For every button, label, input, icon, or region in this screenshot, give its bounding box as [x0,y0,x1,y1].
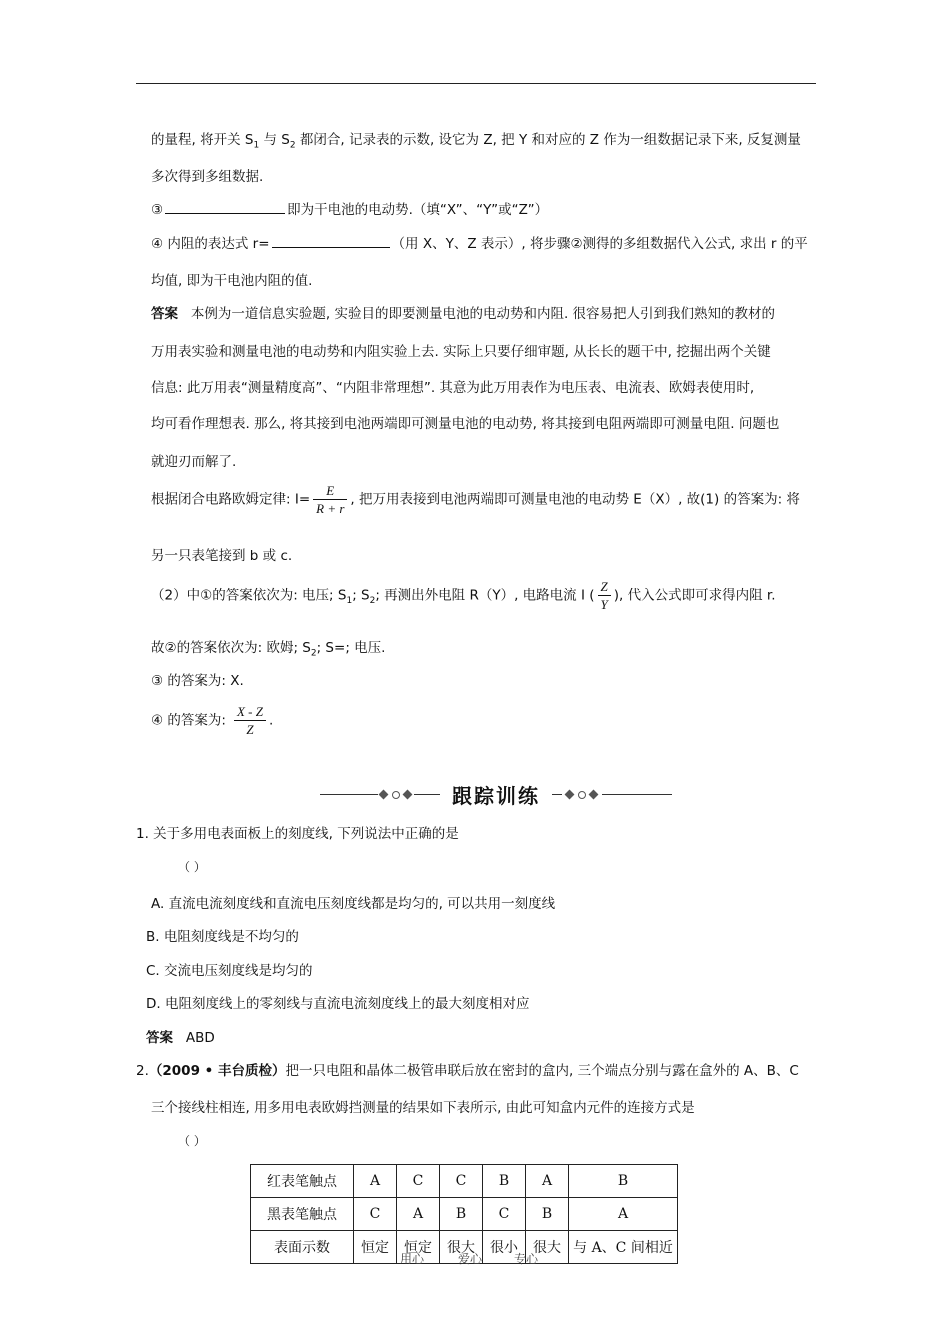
table-cell: B [440,1198,483,1231]
table-cell: C [440,1165,483,1198]
watermark-text: 用心 [400,1252,425,1266]
question-stem: 2.（2009 • 丰台质检）把一只电阻和晶体二极管串联后放在密封的盒内, 三个端点分别与露在盒外的 A、B、C [136,1063,799,1079]
section-heading [320,780,672,810]
formula-fraction: $\frac{X - Z}{Z}$ [234,703,266,738]
formula-fraction: $\frac{Z}{Y}$ [598,578,611,613]
table-cell: A [397,1198,440,1231]
table-cell: B [569,1165,678,1198]
table-cell: C [354,1198,397,1231]
table-cell: 很大 [440,1231,483,1264]
row-header: 黑表笔触点 [251,1198,354,1231]
paragraph-line: 万用表实验和测量电池的电动势和内阻实验上去. 实际上只要仔细审题, 从长长的题干中, 挖掘出两个关键 [151,344,771,360]
ornament-diamond-icon [589,790,599,800]
table-cell: A [526,1165,569,1198]
answer-line-3: ③ 的答案为: X. [151,673,244,689]
paragraph-line: 就迎刃而解了. [151,454,237,470]
answer-paragraph: 答案 本例为一道信息实验题, 实验目的即要测量电池的电动势和内阻. 很容易把人引到我们熟知的教材的 [151,306,776,322]
fill-blank-3: ③ 即为干电池的电动势.（填“X”、“Y”或“Z”） [151,202,549,218]
ornament-diamond-icon [565,790,575,800]
answer-line-2b: 故②的答案依次为: 欧姆; $S_2$; S=; 电压. [151,640,386,659]
answer-line: 答案 ABD [146,1030,215,1046]
watermark-text: 爱心 [458,1252,483,1266]
answer-line-4: ④ 的答案为: $\frac{X - Z}{Z}$ . [151,704,274,737]
table-cell: A [354,1165,397,1198]
ornament-diamond-icon [403,790,413,800]
ornament-dot-icon [392,791,400,799]
paragraph-line: 均可看作理想表. 那么, 将其接到电池两端即可测量电池的电动势, 将其接到电阻两端即可测量电阻. 问题也 [151,416,780,432]
table-cell: B [483,1165,526,1198]
question-source: （2009 • 丰台质检） [148,1063,286,1079]
answer-line-2: （2）中①的答案依次为: 电压; $S_1$; $S_2$; 再测出外电阻 R（Y）, 电路电流 I ( $\frac{Z}{Y}$ ), 代入公式即可求得内阻 r. [151,579,776,612]
section-title: 跟踪训练 [452,784,540,808]
paragraph-line: 信息: 此万用表“测量精度高”、“内阻非常理想”. 其意为此万用表作为电压表、电流表、欧姆表使用时, [151,380,755,396]
table-cell: 恒定 [354,1231,397,1264]
table-row [251,1198,678,1231]
table-cell: A [569,1198,678,1231]
question-stem-cont: 三个接线柱相连, 用多用电表欧姆挡测量的结果如下表所示, 由此可知盒内元件的连接方式是 [151,1100,695,1116]
answer-blank [165,201,285,214]
table-cell: 很大 [526,1231,569,1264]
ornament-dot-icon [578,791,586,799]
answer-paren: （ ） [178,1134,206,1148]
table-cell: C [397,1165,440,1198]
fill-blank-4: ④ 内阻的表达式 r= （用 X、Y、Z 表示）, 将步骤②测得的多组数据代入公式, 求出 r 的平 [151,236,808,252]
row-header: 表面示数 [251,1231,354,1264]
paragraph-line: 的量程, 将开关 $S_1$ 与 $S_2$ 都闭合, 记录表的示数, 设它为 Z, 把 Y 和对应的 Z 作为一组数据记录下来, 反复测量 [151,132,801,151]
paragraph-line: 多次得到多组数据. [151,169,264,185]
table-cell: 与 A、C 间相近 [569,1231,678,1264]
option-c: C. 交流电压刻度线是均匀的 [146,963,313,979]
table-cell: B [526,1198,569,1231]
row-header: 红表笔触点 [251,1165,354,1198]
measurement-table [250,1164,678,1264]
watermark-text: 专心 [514,1252,539,1266]
header-rule [136,83,816,84]
option-b: B. 电阻刻度线是不均匀的 [146,929,299,945]
answer-label: 答案 [151,306,178,322]
option-d: D. 电阻刻度线上的零刻线与直流电流刻度线上的最大刻度相对应 [146,996,530,1012]
option-a: A. 直流电流刻度线和直流电压刻度线都是均匀的, 可以共用一刻度线 [151,896,556,912]
table-cell: 很小 [483,1231,526,1264]
paragraph-line: 另一只表笔接到 b 或 c. [151,548,293,564]
answer-blank [272,235,390,248]
paragraph-line: 均值, 即为干电池内阻的值. [151,273,313,289]
question-stem: 1. 关于多用电表面板上的刻度线, 下列说法中正确的是 [136,826,459,842]
answer-paren: （ ） [178,860,206,874]
table-cell: C [483,1198,526,1231]
table-row [251,1165,678,1198]
ornament-diamond-icon [379,790,389,800]
answer-label: 答案 [146,1030,173,1046]
ohm-law-line: 根据闭合电路欧姆定律: I= $\frac{E}{R + r}$ , 把万用表接到电池两端即可测量电池的电动势 E（X）, 故(1) 的答案为: 将 [151,483,800,516]
formula-fraction: $\frac{E}{R + r}$ [313,482,347,517]
table-cell: 恒定 [397,1231,440,1264]
